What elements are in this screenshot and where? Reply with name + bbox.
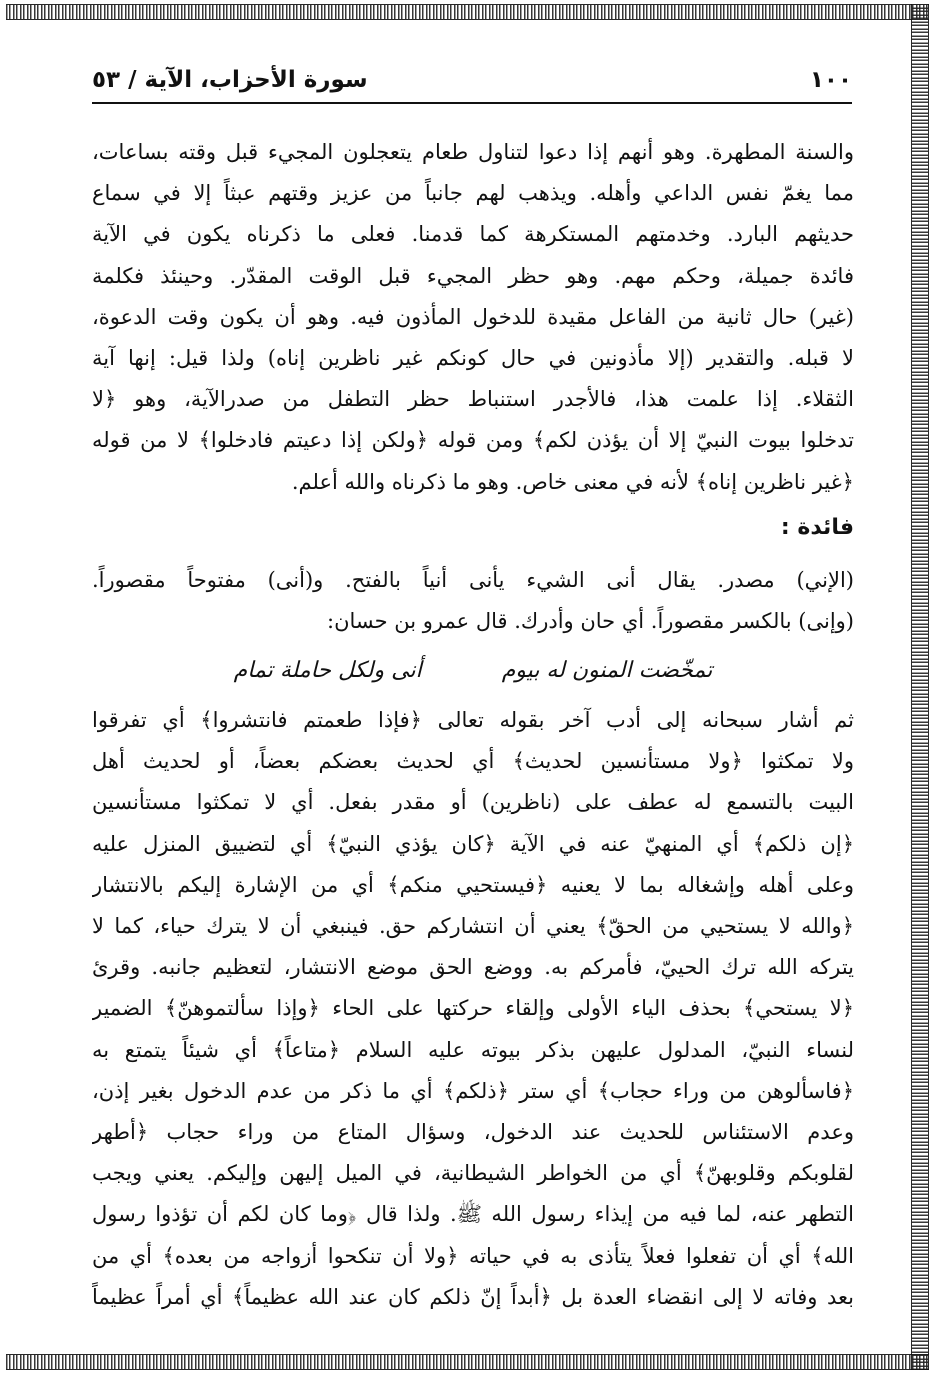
text-line: لقلوبكم وقلوبهنّ﴾ أي من الخواطر الشيطانية، في الميل إليهن وإليكم. يعني ويجب: [92, 1161, 854, 1186]
text-line: يتركه الله ترك الحييّ، فأمركم به. ووضع الحق موضع الانتشار، لتعظيم جانبه. وقرئ: [92, 955, 854, 980]
running-header: [92, 58, 852, 104]
text-line: ﴿والله لا يستحيي من الحقّ﴾ يعني أن انتشاركم حق. فينبغي أن لا يترك حياء، كما لا: [92, 914, 854, 938]
paragraph-3: [92, 700, 854, 1318]
text-line: الثقلاء. إذا علمت هذا، فالأجدر استنباط حظر التطفل من صدرالآية، وهو ﴿لا: [92, 387, 854, 412]
poem-verse: [92, 642, 854, 700]
text-line: البيت بالتسمع له عطف على (ناظرين) أو مقدر بفعل. أي لا تمكثوا مستأنسين: [92, 790, 854, 815]
paragraph-2: [92, 560, 854, 642]
page-border-right: [911, 4, 929, 1370]
text-line: ﴿إن ذلكم﴾ أي المنهيّ عنه في الآية ﴿كان يؤذي النبيّ﴾ أي لتضييق المنزل عليه: [92, 831, 854, 856]
page-number: ١٠٠: [809, 67, 852, 93]
text-line: (الإني) مصدر. يقال أنى الشيء يأنى أنياً بالفتح. و(أنى) مفتوحاً مقصوراً.: [92, 567, 854, 592]
header-title: سورة الأحزاب، الآية / ٥٣: [92, 67, 368, 93]
text-line: لا قبله. والتقدير (إلا مأذونين في حال كونكم غير ناظرين إناه) ولذا قيل: إنها آية: [92, 345, 854, 370]
section-heading: فائدة :: [780, 514, 854, 540]
text-line: تدخلوا بيوت النبيّ إلا أن يؤذن لكم﴾ ومن قوله ﴿ولكن إذا دعيتم فادخلوا﴾ لا من قوله: [92, 428, 854, 453]
text-line: بعد وفاته لا إلى انقضاء العدة بل ﴿أبداً إنّ ذلكم كان عند الله عظيماً﴾ أي أمراً عظيماً: [92, 1284, 854, 1309]
text-line: فائدة جميلة، وحكم مهم. وهو حظر المجيء قبل الوقت المقدّر. وحينئذ فكلمة: [92, 263, 854, 288]
text-line: ﴿لا يستحي﴾ بحذف الياء الأولى وإلقاء حركتها على الحاء ﴿وإذا سألتموهنّ﴾ الضمير: [92, 996, 854, 1021]
text-line: حديثهم البارد. وخدمتهم المستكرهة كما قدمنا. فعلى ما ذكرناه يكون في الآية: [92, 222, 854, 247]
page-border-top: [6, 4, 929, 20]
text-line: (وإنى) بالكسر مقصوراً. أي حان وأدرك. قال عمرو بن حسان:: [327, 608, 854, 633]
text-line: مما يغمّ نفس الداعي وأهله. ويذهب لهم جانباً من عزيز وقتهم عبثاً إلا في سماع: [92, 181, 854, 206]
text-line: لنساء النبيّ، المدلول عليهن بذكر بيوته عليه السلام ﴿متاعاً﴾ أي شيئاً يتمتع به: [92, 1037, 854, 1062]
poem-hemistich-1: تمخّضت المنون له بيوم: [501, 658, 713, 684]
text-line: ولا تمكثوا ﴿ولا مستأنسين لحديث﴾ أي لحديث بعضكم بعضاً، أو لحديث أهل: [92, 749, 854, 774]
page-border-bottom: [6, 1354, 929, 1370]
text-line: (غير) حال ثانية من الفاعل مقيدة للدخول المأذون فيه. وهو أن يكون وقت الدعوة،: [92, 304, 854, 329]
text-line: التطهر عنه، لما فيه من إيذاء رسول الله ﷺ. ولذا قال ﴿وما كان لكم أن تؤذوا رسول: [92, 1202, 854, 1227]
text-line: وعدم الاستئناس للحديث عند الدخول، وسؤال المتاع من وراء حجاب ﴿أطهر: [92, 1119, 854, 1144]
paragraph-1: [92, 132, 854, 503]
text-line: وعلى أهله وإشغاله بما لا يعنيه ﴿فيستحيي منكم﴾ أي من الإشارة إليكم بالانتشار: [92, 872, 854, 897]
text-line: الله﴾ أي أن تفعلوا فعلاً يتأذى به في حياته ﴿ولا أن تنكحوا أزواجه من بعده﴾ أي من: [92, 1243, 854, 1268]
text-line: ﴿فاسألوهن من وراء حجاب﴾ أي ستر ﴿ذلكم﴾ أي ما ذكر من عدم الدخول بغير إذن،: [92, 1078, 854, 1103]
page-body: [92, 132, 854, 1318]
text-line: ﴿غير ناظرين إناه﴾ لأنه في معنى خاص. وهو ما ذكرناه والله أعلم.: [291, 469, 854, 494]
poem-hemistich-2: أنى ولكل حاملة تمام: [233, 658, 422, 684]
text-line: والسنة المطهرة. وهو أنهم إذا دعوا لتناول طعام يتعجلون المجيء قبل وقته بساعات،: [92, 140, 854, 164]
text-line: ثم أشار سبحانه إلى أدب آخر بقوله تعالى ﴿فإذا طعمتم فانتشروا﴾ أي تفرقوا: [92, 708, 854, 733]
